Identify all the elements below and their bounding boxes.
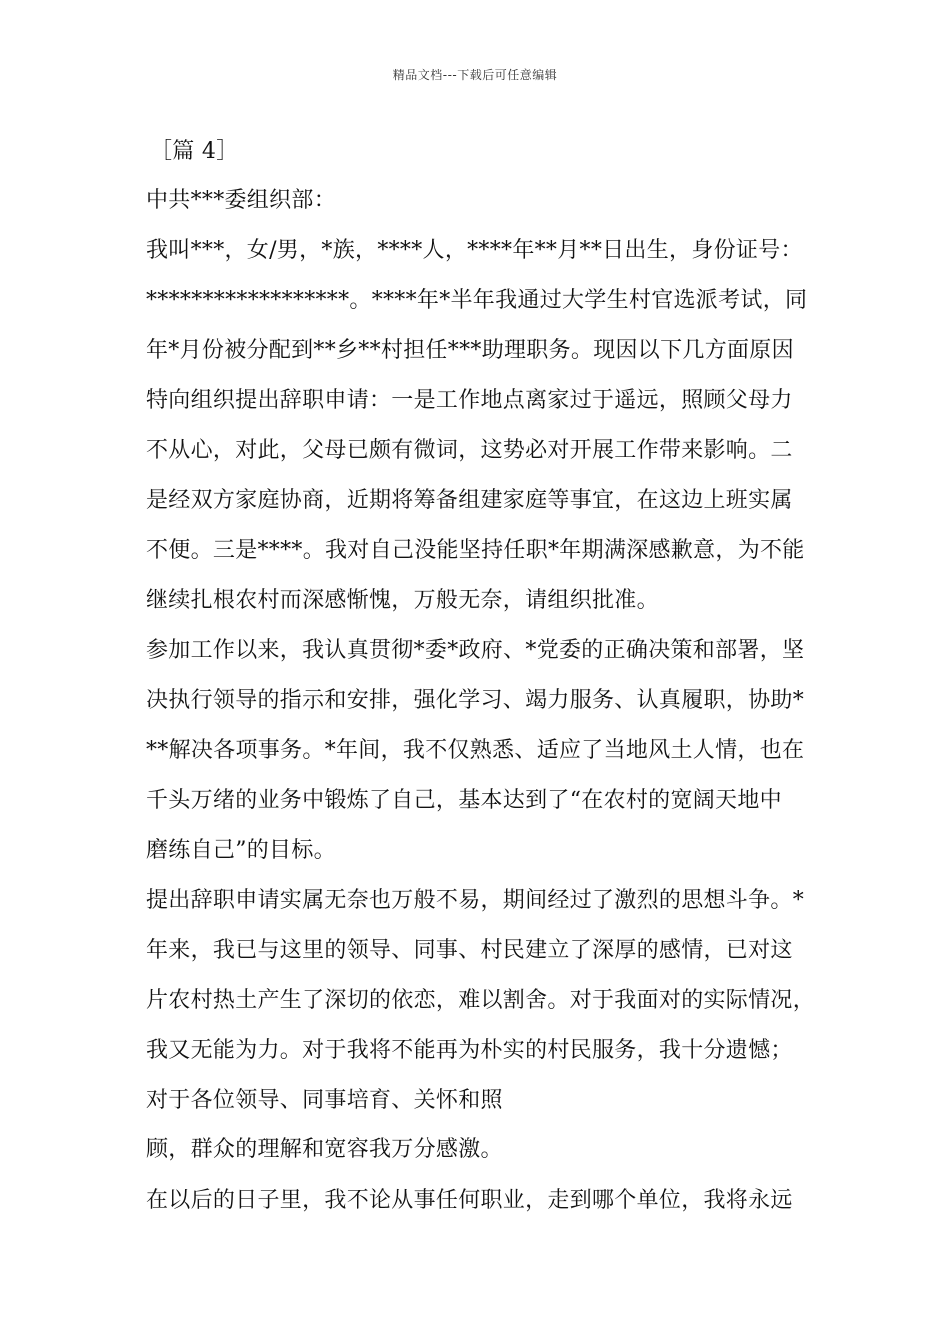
body-line: 千头万绪的业务中锻炼了自己，基本达到了“在农村的宽阔天地中 bbox=[146, 788, 782, 813]
body-line: 提出辞职申请实属无奈也万般不易，期间经过了激烈的思想斗争。* bbox=[146, 888, 805, 913]
body-line: 在以后的日子里，我不论从事任何职业，走到哪个单位，我将永远 bbox=[146, 1188, 793, 1213]
body-line: 顾，群众的理解和宽容我万分感激。 bbox=[146, 1137, 503, 1162]
body-line: 磨练自己”的目标。 bbox=[146, 838, 336, 863]
body-line: 不从心，对此，父母已颇有微词，这势必对开展工作带来影响。二 bbox=[146, 438, 793, 463]
page-header: 精品文档---下载后可任意编辑 bbox=[392, 68, 558, 82]
body-line: 参加工作以来，我认真贯彻*委*政府、*党委的正确决策和部署，坚 bbox=[146, 638, 805, 663]
body-line: 特向组织提出辞职申请：一是工作地点离家过于遥远，照顾父母力 bbox=[146, 388, 793, 413]
body-line: 年*月份被分配到**乡**村担任***助理职务。现因以下几方面原因 bbox=[146, 338, 794, 363]
body-line: 不便。三是****。我对自己没能坚持任职*年期满深感歉意，为不能 bbox=[146, 538, 805, 563]
body-line: 决执行领导的指示和安排，强化学习、竭力服务、认真履职，协助* bbox=[146, 688, 805, 713]
body-line: ******************。****年*半年我通过大学生村官选派考试，同 bbox=[146, 288, 808, 313]
salutation: 中共***委组织部： bbox=[146, 188, 337, 213]
section-label: ［篇 4］ bbox=[150, 139, 239, 164]
body-line: 片农村热土产生了深切的依恋，难以割舍。对于我面对的实际情况， bbox=[146, 988, 816, 1013]
body-line: 对于各位领导、同事培育、关怀和照 bbox=[146, 1088, 503, 1113]
body-line: 继续扎根农村而深感惭愧，万般无奈，请组织批准。 bbox=[146, 588, 659, 613]
body-line: **解决各项事务。*年间，我不仅熟悉、适应了当地风土人情，也在 bbox=[146, 738, 805, 763]
body-line: 我又无能为力。对于我将不能再为朴实的村民服务，我十分遗憾； bbox=[146, 1038, 793, 1063]
body-line: 是经双方家庭协商，近期将筹备组建家庭等事宜，在这边上班实属 bbox=[146, 488, 793, 513]
body-line: 我叫***，女/男，*族，****人，****年**月**日出生，身份证号： bbox=[146, 238, 803, 263]
body-line: 年来，我已与这里的领导、同事、村民建立了深厚的感情，已对这 bbox=[146, 938, 793, 963]
